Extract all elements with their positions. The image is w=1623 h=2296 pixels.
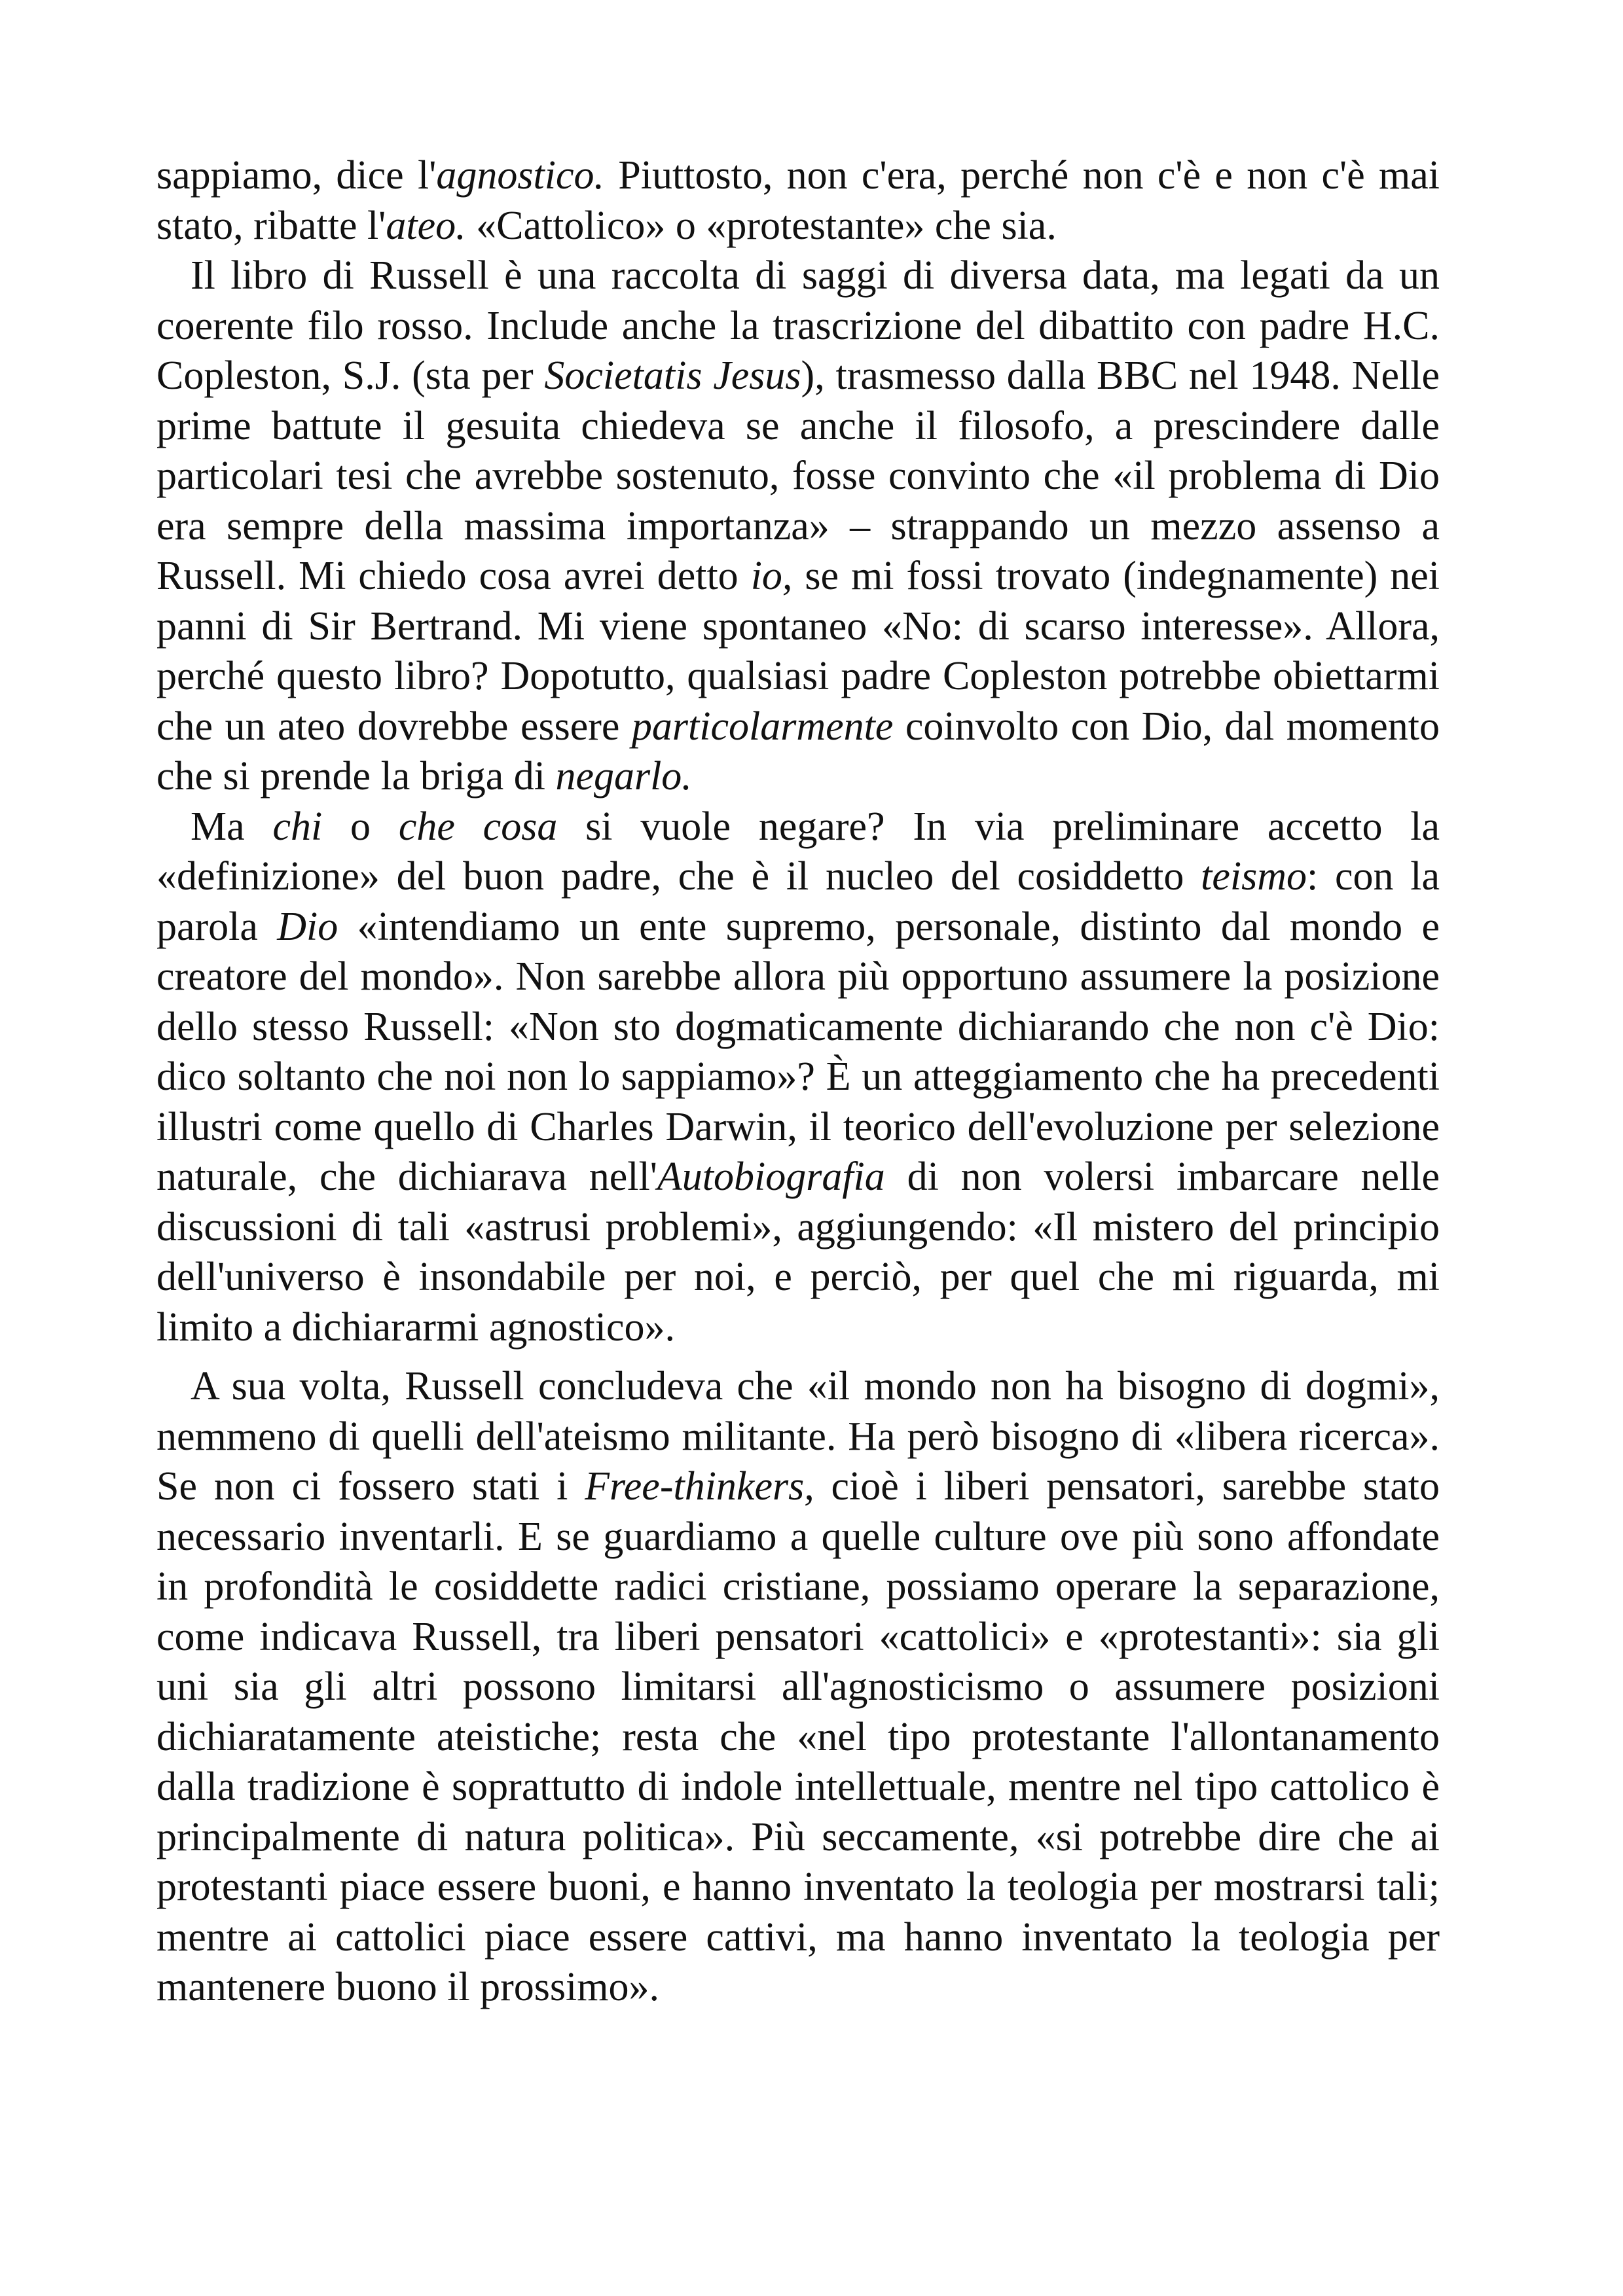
text-run: : con la parola [156, 854, 1440, 949]
document-page [156, 151, 1440, 2013]
text-run: «intendiamo un ente supremo, personale, distinto dal mondo e creatore del mondo». Non sarebbe allora più opportuno assumere la posizione dello stesso Russell: «Non sto dogmaticamente dichiarando che non c'è Dio: dico soltanto che noi non lo sappiamo»? È un atteggiamento che ha precedenti illustri come quello di Charles Darwin, il teorico dell'evoluzione per selezione naturale, che dichiarava nell' [156, 904, 1440, 1199]
text-run: Piuttosto, non c'era, perché non c'è e non c'è mai stato, ribatte l' [156, 153, 1440, 248]
paragraph-2 [156, 251, 1440, 802]
text-run: ), trasmesso dalla BBC nel 1948. Nelle prime battute il gesuita chiedeva se anche il filosofo, a prescindere dalle particolari tesi che avrebbe sostenuto, fosse convinto che «il problema di Dio era sempre della massima importanza» – strappando un mezzo assenso a Russell. Mi chiedo cosa avrei detto [156, 353, 1440, 598]
paragraph-3 [156, 802, 1440, 1353]
italic-run: che cosa [398, 804, 558, 849]
text-run: coinvolto con Dio, dal momento che si prende la briga di [156, 704, 1440, 798]
italic-run: io, [750, 554, 793, 598]
italic-run: chi [272, 804, 323, 849]
text-run: Ma [191, 804, 273, 849]
italic-run: Societatis Jesus [544, 353, 801, 398]
italic-run: teismo [1201, 854, 1307, 899]
italic-run: ateo. [386, 203, 466, 248]
italic-run: Autobiografia [657, 1155, 885, 1199]
text-run: se mi fossi trovato (indegnamente) nei panni di Sir Bertrand. Mi viene spontaneo «No: di scarso interesse». Allora, perché questo libro? Dopotutto, qualsiasi padre Copleston potrebbe obiettarmi che un ateo dovrebbe essere [156, 554, 1440, 749]
text-run: A sua volta, Russell concludeva che «il mondo non ha bisogno di dogmi», nemmeno di quelli dell'ateismo militante. Ha però bisogno di «libera ricerca». Se non ci fossero stati i [156, 1364, 1440, 1509]
text-run: sappiamo, dice l' [156, 153, 437, 198]
text-run: o [322, 804, 399, 849]
paragraph-1 [156, 151, 1440, 251]
italic-run: Free-thinkers, [585, 1464, 814, 1509]
paragraph-4 [156, 1361, 1440, 2013]
text-run: si vuole negare? In via preliminare accetto la «definizione» del buon padre, che è il nucleo del cosiddetto [156, 804, 1440, 899]
italic-run: particolarmente [631, 704, 894, 749]
text-run: di non volersi imbarcare nelle discussioni di tali «astrusi problemi», aggiungendo: «Il mistero del principio dell'universo è insondabile per noi, e perciò, per quel che mi riguarda, mi limito a dichiararmi agnostico». [156, 1155, 1440, 1350]
text-run: «Cattolico» o «protestante» che sia. [465, 203, 1057, 248]
text-run: cioè i liberi pensatori, sarebbe stato necessario inventarli. E se guardiamo a quelle culture ove più sono affondate in profondità le cosiddette radici cristiane, possiamo operare la separazione, come indicava Russell, tra liberi pensatori «cattolici» e «protestanti»: sia gli uni sia gli altri possono limitarsi all'agnosticismo o assumere posizioni dichiaratamente ateistiche; resta che «nel tipo protestante l'allontanamento dalla tradizione è soprattutto di indole intellettuale, mentre nel tipo cattolico è principalmente di natura politica». Più seccamente, «si potrebbe dire che ai protestanti piace essere buoni, e hanno inventato la teologia per mostrarsi tali; mentre ai cattolici piace essere cattivi, ma hanno inventato la teologia per mantenere buono il prossimo». [156, 1464, 1440, 2009]
italic-run: agnostico. [436, 153, 604, 198]
italic-run: negarlo. [555, 754, 692, 798]
italic-run: Dio [277, 904, 338, 949]
text-run: Il libro di Russell è una raccolta di saggi di diversa data, ma legati da un coerente filo rosso. Include anche la trascrizione del dibattito con padre H.C. Copleston, S.J. (sta per [156, 253, 1440, 398]
